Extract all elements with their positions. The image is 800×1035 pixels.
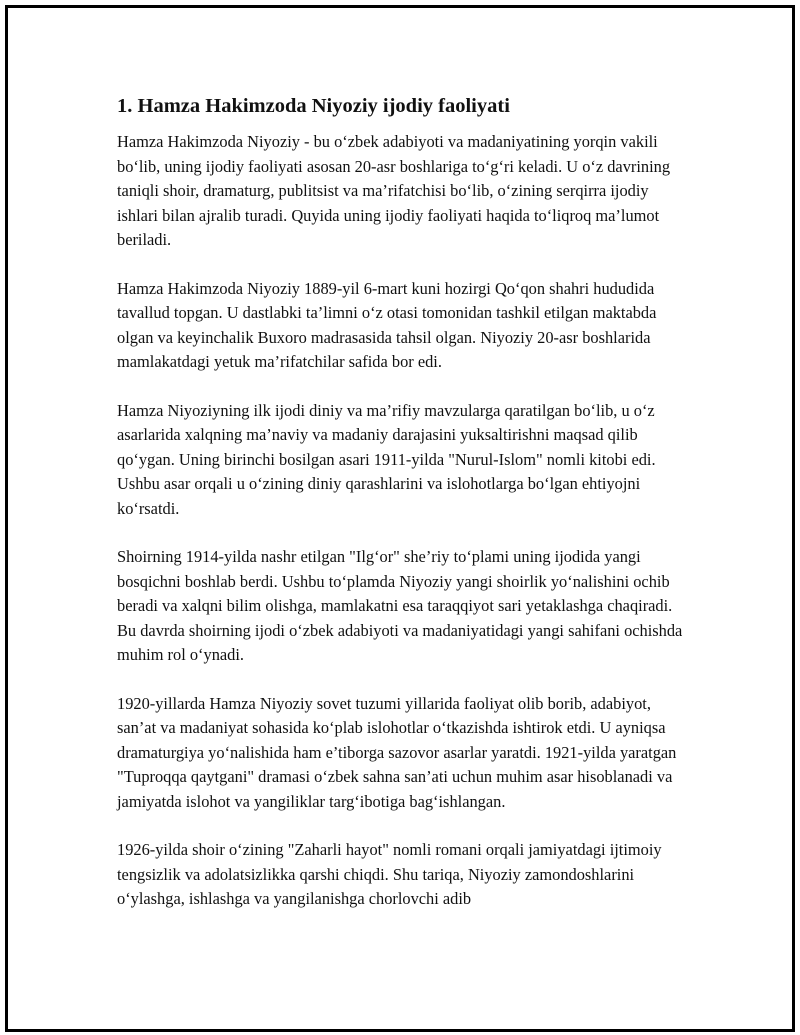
section-heading: 1. Hamza Hakimzoda Niyoziy ijodiy faoliyati (117, 95, 510, 117)
paragraph-3: Hamza Niyoziyning ilk ijodi diniy va ma’rifiy mavzularga qaratilgan bo‘lib, u o‘z asarlarida xalqning ma’naviy va madaniy darajasini yuksaltirishni maqsad qilib qo‘ygan. Uning birinchi bosilgan asari 1911-yilda "Nurul-Islom" nomli kitobi edi. Ushbu asar orqali u o‘zining diniy qarashlarini va islohotlarga bo‘lgan ehtiyojni ko‘rsatdi. (117, 400, 656, 518)
paragraph-2: Hamza Hakimzoda Niyoziy 1889-yil 6-mart kuni hozirgi Qo‘qon shahri hududida tavallud topgan. U dastlabki ta’limni o‘z otasi tomonidan tashkil etilgan maktabda olgan va keyinchalik Buxoro madrasasida tahsil olgan. Niyoziy 20-asr boshlarida mamlakatdagi yetuk ma’rifatchilar safida bor edi. (117, 278, 657, 371)
paragraph-4: Shoirning 1914-yilda nashr etilgan "Ilg‘or" she’riy to‘plami uning ijodida yangi bosqichni boshlab berdi. Ushbu to‘plamda Niyoziy yangi shoirlik yo‘nalishini ochib beradi va xalqni bilim olishga, mamlakatni esa taraqqiyot sari yetaklashga chaqiradi. Bu davrda shoirning ijodi o‘zbek adabiyoti va madaniyatidagi yangi sahifani ochishda muhim rol o‘ynadi. (117, 547, 683, 664)
paragraph-6: 1926-yilda shoir o‘zining "Zaharli hayot" nomli romani orqali jamiyatdagi ijtimoiy tengsizlik va adolatsizlikka qarshi chiqdi. Shu tariqa, Niyoziy zamondoshlarini o‘ylashga, ishlashga va yangilanishga chorlovchi adib (117, 840, 662, 908)
paragraph-5: 1920-yillarda Hamza Niyoziy sovet tuzumi yillarida faoliyat olib borib, adabiyot, san’at va madaniyat sohasida ko‘plab islohotlar o‘tkazishda ishtirok etdi. U ayniqsa dramaturgiya yo‘nalishida ham e’tiborga sazovor asarlar yaratdi. 1921-yilda yaratgan "Tuproqqa qaytgani" dramasi o‘zbek sahna san’ati uchun muhim asar hisoblanadi va jamiyatda islohot va yangiliklar targ‘ibotiga bag‘ishlangan. (117, 693, 677, 811)
paragraph-1: Hamza Hakimzoda Niyoziy - bu o‘zbek adabiyoti va madaniyatining yorqin vakili bo‘lib, uning ijodiy faoliyati asosan 20-asr boshlariga to‘g‘ri keladi. U o‘z davrining taniqli shoir, dramaturg, publitsist va ma’rifatchisi bo‘lib, o‘zining serqirra ijodiy ishlari bilan ajralib turadi. Quyida uning ijodiy faoliyati haqida to‘liqroq ma’lumot beriladi. (117, 132, 671, 249)
document-body (117, 92, 687, 936)
